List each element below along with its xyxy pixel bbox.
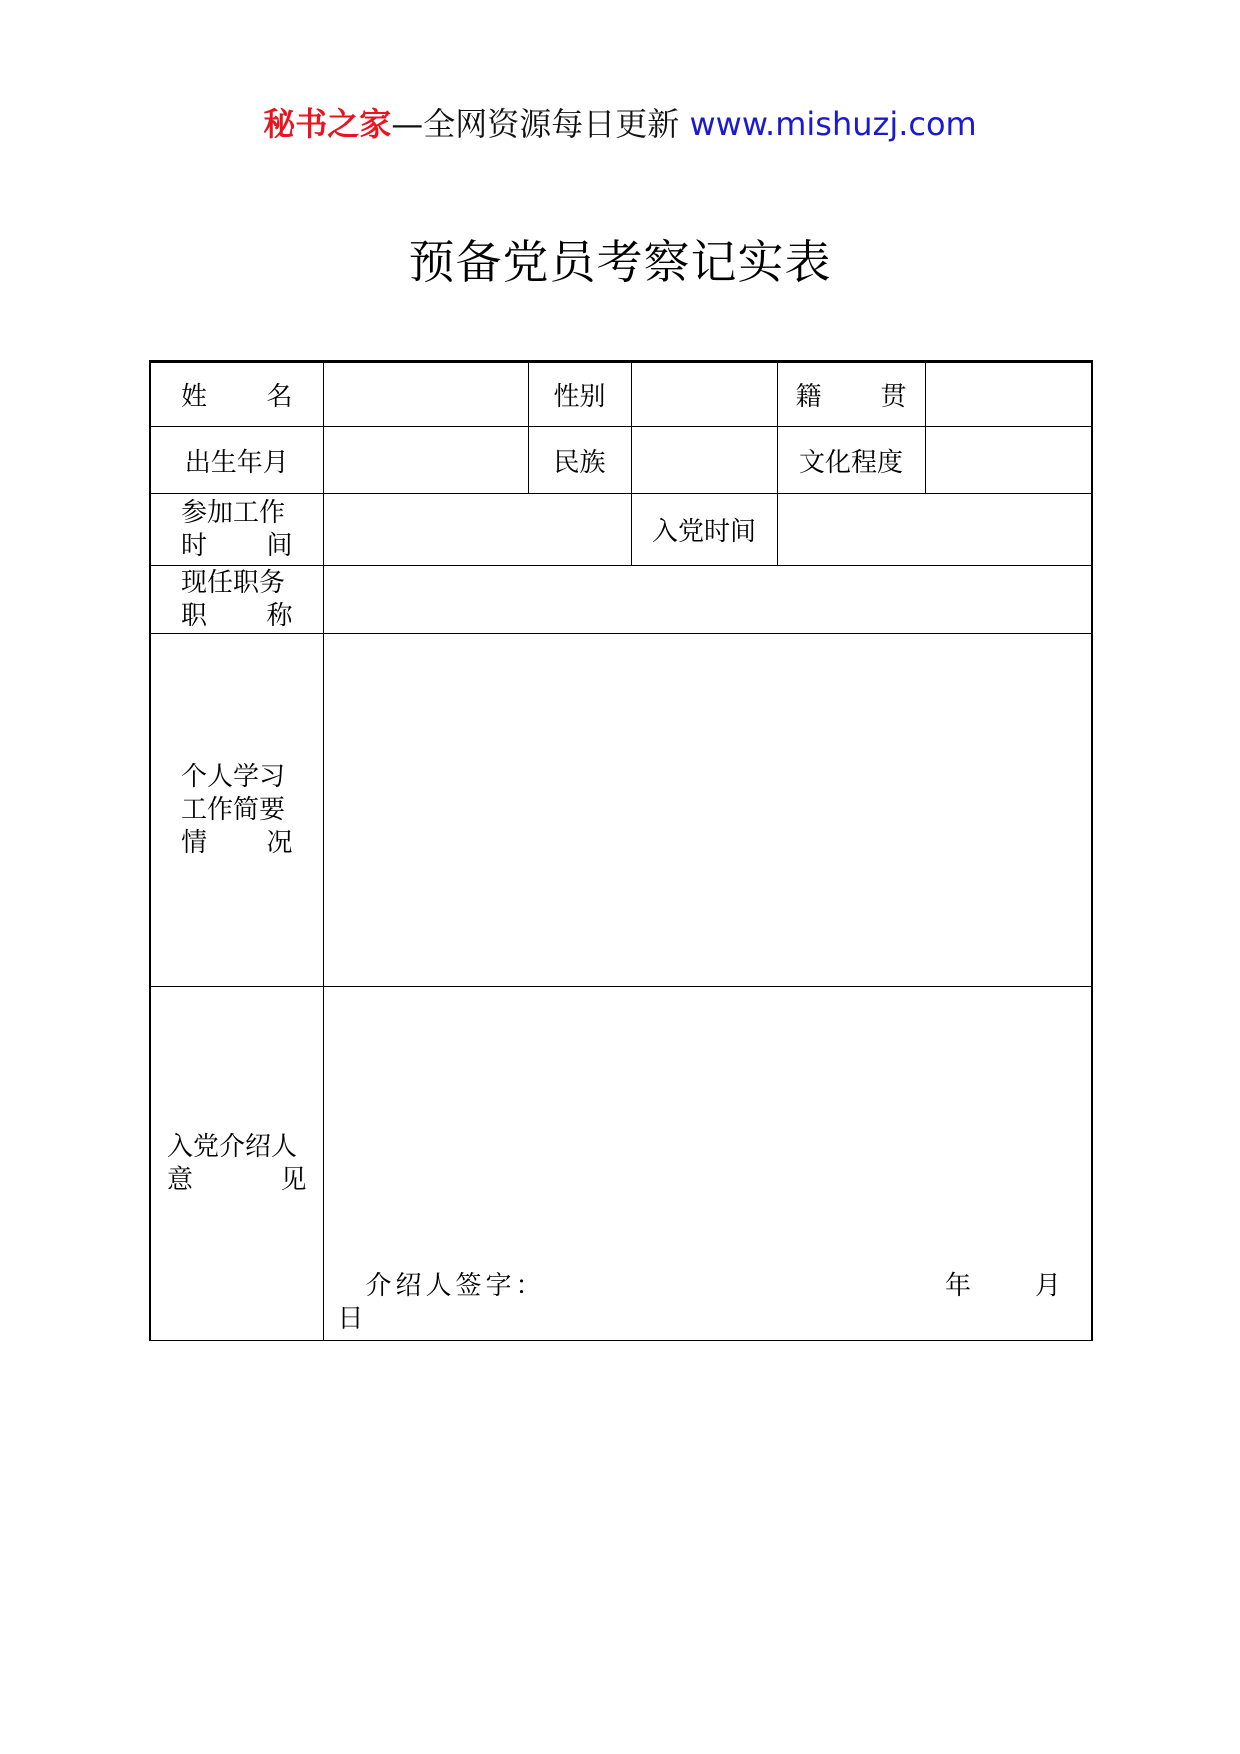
birth-label: 出生年月 <box>150 427 323 494</box>
signature-date-year-month <box>945 1270 1061 1303</box>
page-title: 预备党员考察记实表 <box>408 235 832 289</box>
table-row <box>150 494 1092 566</box>
introducer-opinion-label: 入党介绍人 意 见 <box>167 1131 307 1195</box>
join-party-input-cell[interactable] <box>777 494 1092 566</box>
birth-input-cell[interactable] <box>323 427 528 494</box>
study-summary-label: 个人学习 工作简要 情 况 <box>181 761 293 858</box>
native-place-input-cell[interactable] <box>925 362 1092 427</box>
study-label-cell <box>150 634 323 987</box>
table-row <box>150 987 1092 1341</box>
work-start-input-cell[interactable] <box>323 494 631 566</box>
ethnicity-input-cell[interactable] <box>631 427 777 494</box>
native-place-label: 籍 贯 <box>795 382 907 412</box>
month-label: 月 <box>1034 1271 1061 1301</box>
day-label: 日 <box>337 1304 364 1334</box>
work-start-label-cell <box>150 494 323 566</box>
table-row <box>150 427 1092 494</box>
position-label: 现任职务 职 称 <box>181 567 293 631</box>
introducer-label-cell <box>150 987 323 1341</box>
year-label: 年 <box>944 1271 971 1301</box>
site-url-link[interactable]: www.mishuzj.com <box>689 105 977 143</box>
join-party-label: 入党时间 <box>631 494 777 566</box>
brand-name: 秘书之家 <box>263 105 392 143</box>
native-place-label-cell <box>777 362 925 427</box>
education-label: 文化程度 <box>777 427 925 494</box>
watermark-header <box>0 104 1240 144</box>
name-label: 姓 名 <box>181 382 293 412</box>
evaluation-form-table <box>149 360 1093 1341</box>
table-row <box>150 362 1092 427</box>
position-input-cell[interactable] <box>323 566 1092 634</box>
gender-label: 性别 <box>528 362 631 427</box>
name-label-cell <box>150 362 323 427</box>
position-label-cell <box>150 566 323 634</box>
header-slogan: —全网资源每日更新 <box>391 105 680 143</box>
education-input-cell[interactable] <box>925 427 1092 494</box>
table-row <box>150 634 1092 987</box>
work-start-label: 参加工作 时 间 <box>181 497 293 561</box>
ethnicity-label: 民族 <box>528 427 631 494</box>
introducer-opinion-input-cell[interactable] <box>323 987 1092 1341</box>
introducer-signature-label: 介绍人签字： <box>365 1271 546 1301</box>
study-summary-input-cell[interactable] <box>323 634 1092 987</box>
gender-input-cell[interactable] <box>631 362 777 427</box>
name-input-cell[interactable] <box>323 362 528 427</box>
table-row <box>150 566 1092 634</box>
introducer-signature-line <box>338 1270 1062 1336</box>
